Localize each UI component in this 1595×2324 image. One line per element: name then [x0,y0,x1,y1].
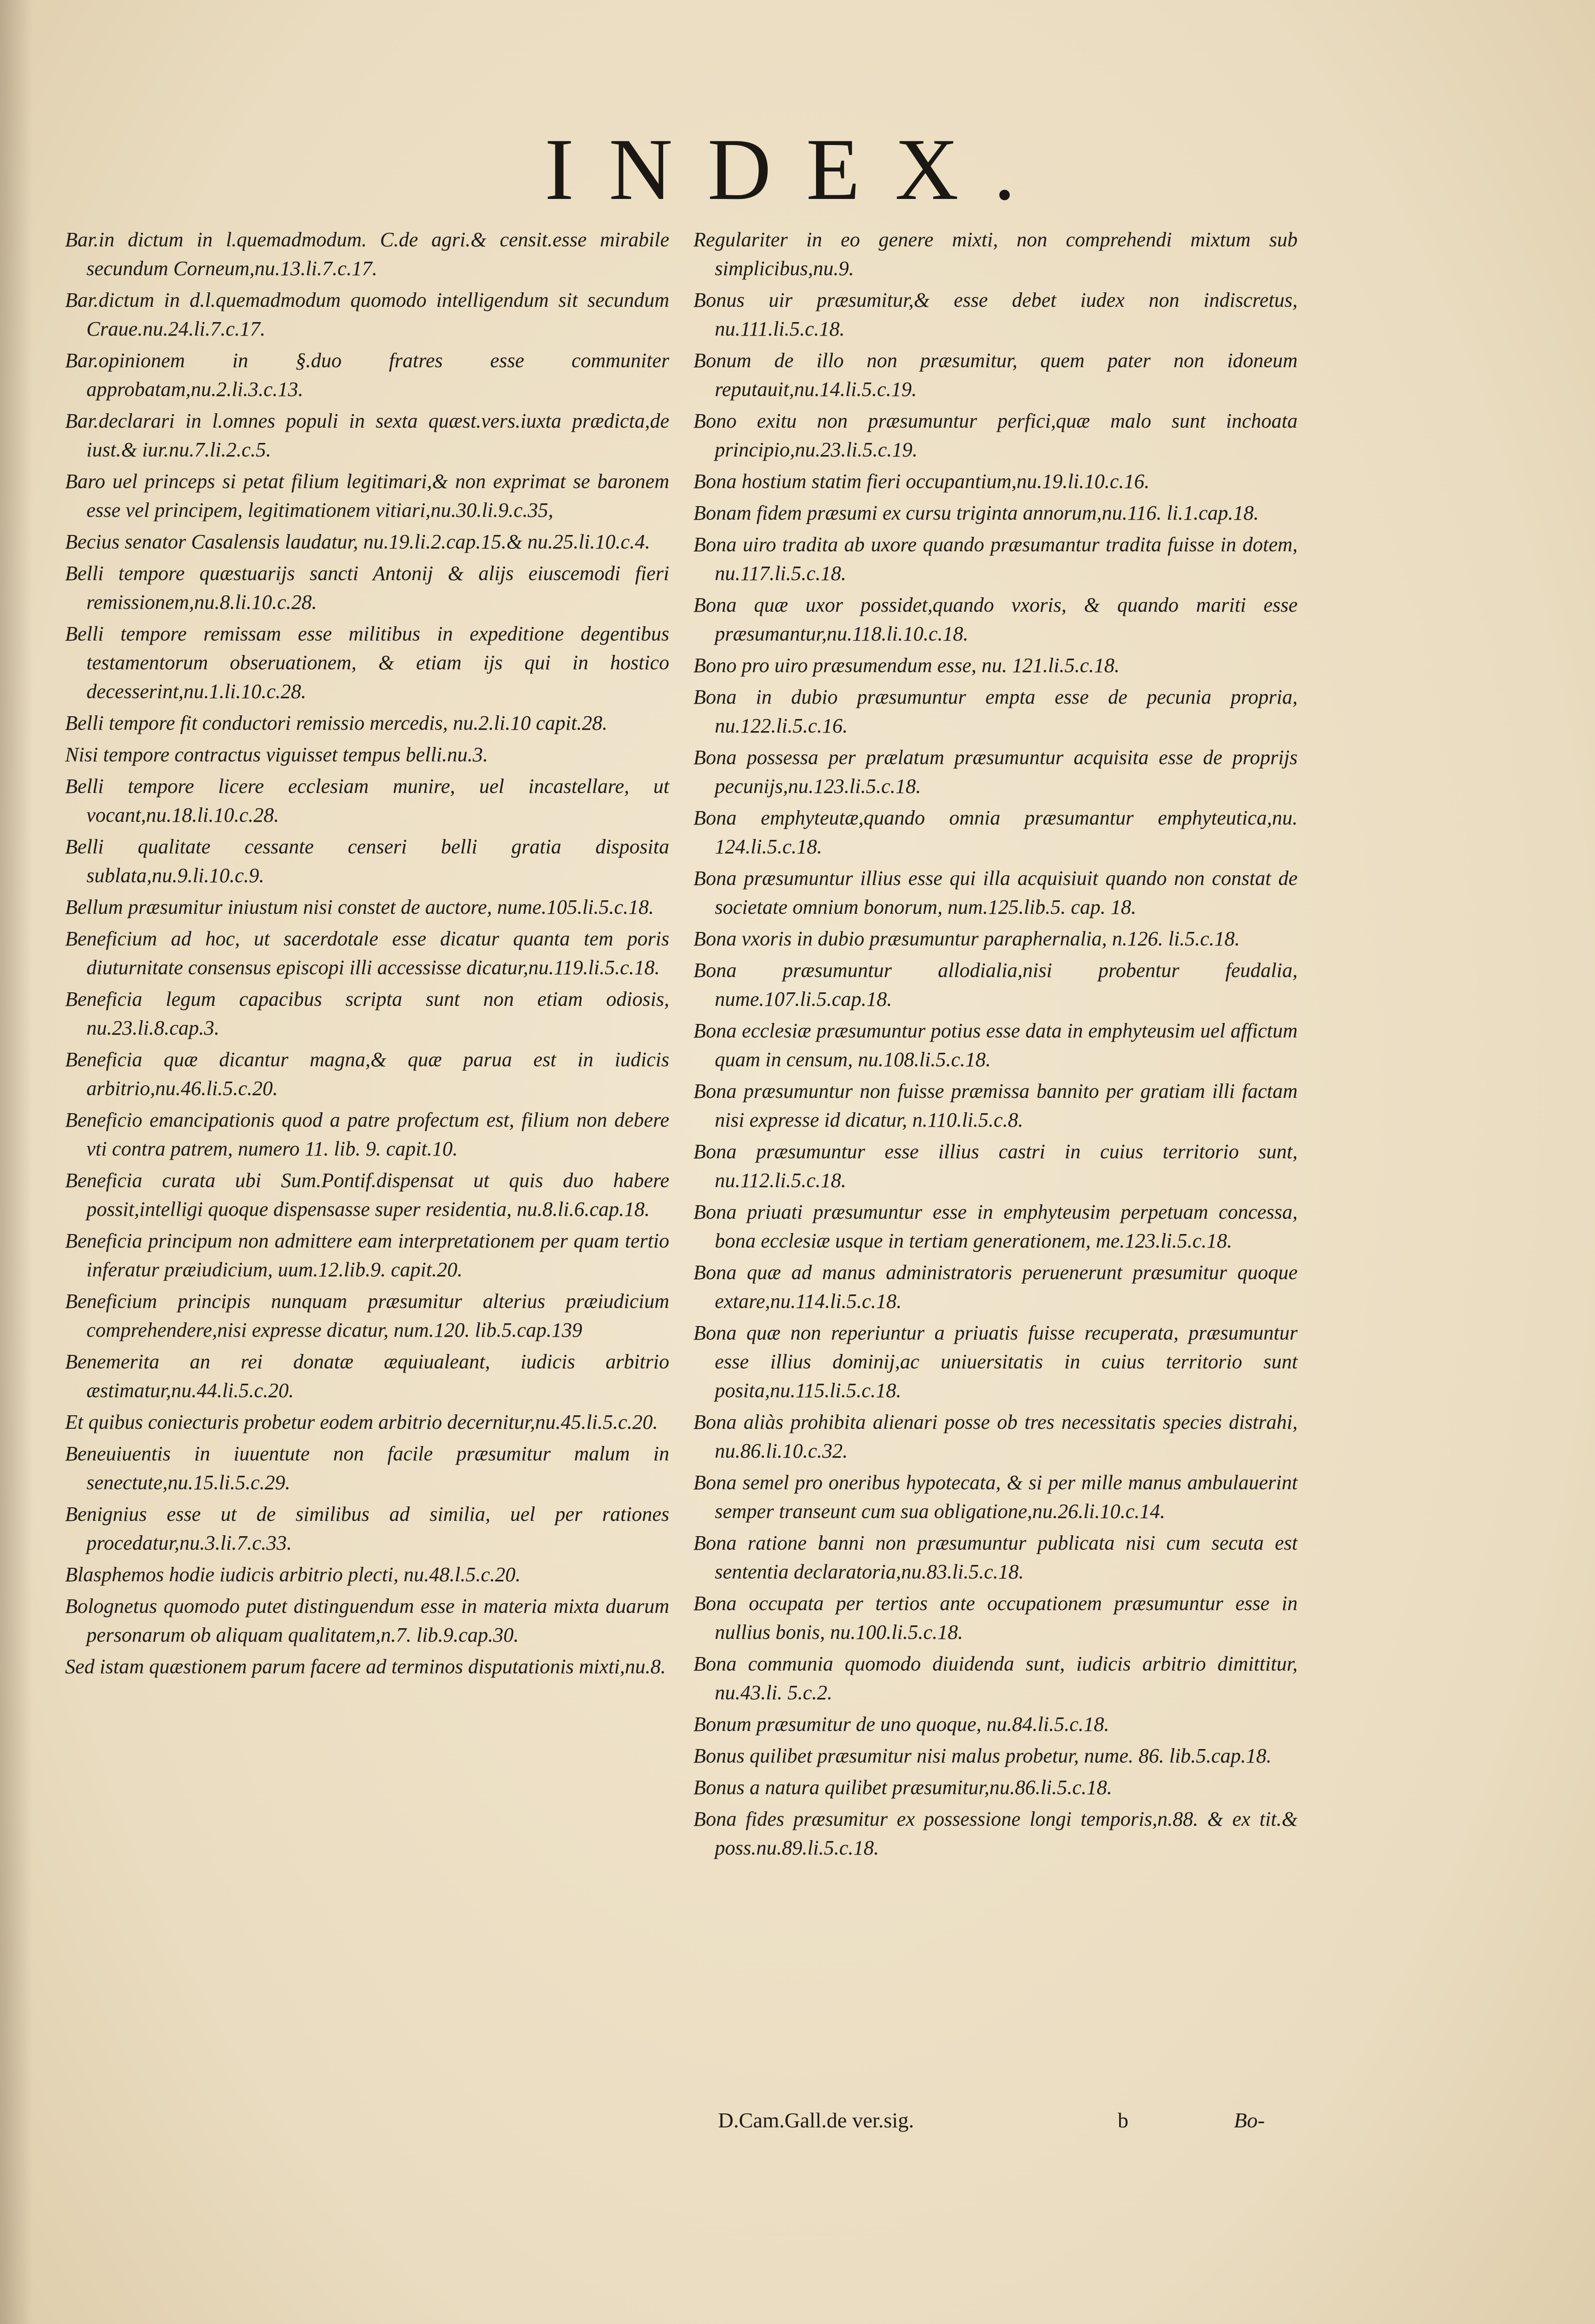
index-entry: Bona ecclesiæ præsumuntur potius esse data in emphyteusim uel affictum quam in censum, nu.108.li.5.c.18. [693,1019,1298,1071]
index-entry: Bona præsumuntur esse illius castri in cuius territorio sunt, nu.112.li.5.c.18. [693,1140,1298,1192]
index-entry: Bona possessa per prælatum præsumuntur acquisita esse de proprijs pecunijs,nu.123.li.5.c.18. [693,746,1298,798]
index-entry: Beneficium ad hoc, ut sacerdotale esse dicatur quanta tem poris diuturnitate consensus episcopi illi accessisse dicatur,nu.119.li.5.c.18. [65,927,669,979]
index-entry: Bonam fidem præsumi ex cursu triginta annorum,nu.116. li.1.cap.18. [693,502,1259,524]
index-entry: Bonus quilibet præsumitur nisi malus probetur, nume. 86. lib.5.cap.18. [693,1744,1272,1767]
index-column-left [65,225,669,1684]
index-entry: Bonus uir præsumitur,& esse debet iudex non indiscretus, nu.111.li.5.c.18. [693,289,1298,340]
catchword: Bo- [1234,2108,1265,2132]
index-entry: Belli tempore quæstuarijs sancti Antonij & alijs eiuscemodi fieri remissionem,nu.8.li.10.c.28. [65,562,669,614]
index-entry: Bona emphyteutæ,quando omnia præsumantur emphyteutica,nu. 124.li.5.c.18. [693,806,1298,858]
signature-mark: b [1118,2108,1128,2132]
index-entry: Beneficia quæ dicantur magna,& quæ parua est in iudicis arbitrio,nu.46.li.5.c.20. [65,1048,669,1100]
index-entry: Regulariter in eo genere mixti, non comprehendi mixtum sub simplicibus,nu.9. [693,228,1298,280]
index-entry: Bona vxoris in dubio præsumuntur paraphernalia, n.126. li.5.c.18. [693,927,1240,950]
index-entry: Bona præsumuntur allodialia,nisi probentur feudalia, nume.107.li.5.cap.18. [693,959,1298,1010]
index-entry: Bolognetus quomodo putet distinguendum esse in materia mixta duarum personarum ob aliquam qualitatem,n.7. lib.9.cap.30. [65,1595,669,1646]
index-entry: Baro uel princeps si petat filium legitimari,& non exprimat se baronem esse vel principem, legitimationem vitiari,nu.30.li.9.c.35, [65,470,669,522]
index-entry: Bonum præsumitur de uno quoque, nu.84.li.5.c.18. [693,1713,1109,1736]
index-entry: Bar.dictum in d.l.quemadmodum quomodo intelligendum sit secundum Craue.nu.24.li.7.c.17. [65,289,669,340]
index-entry: Bona hostium statim fieri occupantium,nu.19.li.10.c.16. [693,470,1150,493]
page-title: INDEX. [544,121,1051,218]
index-entry: Bona in dubio præsumuntur empta esse de pecunia propria, nu.122.li.5.c.16. [693,686,1298,737]
index-entry: Beneuiuentis in iuuentute non facile præsumitur malum in senectute,nu.15.li.5.c.29. [65,1442,669,1494]
page-footer [718,2108,1276,2140]
index-entry: Bona quæ ad manus administratoris peruenerunt præsumitur quoque extare,nu.114.li.5.c.18. [693,1261,1298,1313]
index-entry: Bona quæ non reperiuntur a priuatis fuisse recuperata, præsumuntur esse illius dominij,ac uniuersitatis in cuius territorio sunt posita,nu.115.li.5.c.18. [693,1321,1298,1402]
index-entry: Belli tempore remissam esse militibus in expeditione degentibus testamentorum obseruationem, & etiam ijs qui in hostico decesserint,nu.1.li.10.c.28. [65,622,669,703]
index-entry: Beneficia principum non admittere eam interpretationem per quam tertio inferatur præiudicium, uum.12.lib.9. capit.20. [65,1229,669,1281]
index-entry: Et quibus coniecturis probetur eodem arbitrio decernitur,nu.45.li.5.c.20. [65,1411,658,1433]
index-entry: Benignius esse ut de similibus ad similia, uel per rationes procedatur,nu.3.li.7.c.33. [65,1503,669,1554]
index-entry: Bona communia quomodo diuidenda sunt, iudicis arbitrio dimittitur, nu.43.li. 5.c.2. [693,1652,1298,1704]
index-entry: Bona præsumuntur non fuisse præmissa bannito per gratiam illi factam nisi expresse id dicatur, n.110.li.5.c.8. [693,1080,1298,1131]
index-entry: Bona aliàs prohibita alienari posse ob tres necessitatis species distrahi, nu.86.li.10.c.32. [693,1411,1298,1462]
index-entry: Beneficia legum capacibus scripta sunt non etiam odiosis, nu.23.li.8.cap.3. [65,988,669,1039]
index-entry: Bar.opinionem in §.duo fratres esse communiter approbatam,nu.2.li.3.c.13. [65,349,669,401]
index-entry: Bona occupata per tertios ante occupationem præsumuntur esse in nullius bonis, nu.100.li.5.c.18. [693,1592,1298,1644]
index-entry: Nisi tempore contractus viguisset tempus belli.nu.3. [65,743,488,766]
index-entry: Bar.in dictum in l.quemadmodum. C.de agri.& censit.esse mirabile secundum Corneum,nu.13.li.7.c.17. [65,228,669,280]
index-entry: Bonum de illo non præsumitur, quem pater non idoneum reputauit,nu.14.li.5.c.19. [693,349,1298,401]
running-abbreviation: D.Cam.Gall.de ver.sig. [718,2108,914,2132]
index-entry: Bona quæ uxor possidet,quando vxoris, & quando mariti esse præsumantur,nu.118.li.10.c.18. [693,594,1298,645]
index-entry: Sed istam quæstionem parum facere ad terminos disputationis mixti,nu.8. [65,1655,666,1678]
index-entry: Bona ratione banni non præsumuntur publicata nisi cum secuta est sententia declaratoria,nu.83.li.5.c.18. [693,1532,1298,1583]
index-entry: Bona priuati præsumuntur esse in emphyteusim perpetuam concessa, bona ecclesiæ usque in tertiam generationem, me.123.li.5.c.18. [693,1201,1298,1252]
index-entry: Bono exitu non præsumuntur perfici,quæ malo sunt inchoata principio,nu.23.li.5.c.19. [693,409,1298,461]
index-entry: Bona fides præsumitur ex possessione longi temporis,n.88. & ex tit.& poss.nu.89.li.5.c.18. [693,1808,1298,1859]
index-entry: Bar.declarari in l.omnes populi in sexta quæst.vers.iuxta prædicta,de iust.& iur.nu.7.li.2.c.5. [65,409,669,461]
index-entry: Blasphemos hodie iudicis arbitrio plecti, nu.48.l.5.c.20. [65,1563,521,1586]
index-entry: Belli tempore licere ecclesiam munire, uel incastellare, ut vocant,nu.18.li.10.c.28. [65,775,669,826]
index-column-right [693,225,1298,1865]
index-entry: Bonus a natura quilibet præsumitur,nu.86.li.5.c.18. [693,1776,1112,1799]
index-entry: Bona uiro tradita ab uxore quando præsumantur tradita fuisse in dotem, nu.117.li.5.c.18. [693,533,1298,585]
index-entry: Beneficium principis nunquam præsumitur alterius præiudicium comprehendere,nisi expresse dicatur, num.120. lib.5.cap.139 [65,1290,669,1341]
index-entry: Benemerita an rei donatæ æquiualeant, iudicis arbitrio æstimatur,nu.44.li.5.c.20. [65,1350,669,1402]
index-entry: Belli qualitate cessante censeri belli gratia disposita sublata,nu.9.li.10.c.9. [65,835,669,887]
index-entry: Bona semel pro oneribus hypotecata, & si per mille manus ambulauerint semper transeunt cum sua obligatione,nu.26.li.10.c.14. [693,1471,1298,1523]
page-fold-shadow [0,0,33,2324]
index-entry: Bona præsumuntur illius esse qui illa acquisiuit quando non constat de societate omnium bonorum, num.125.lib.5. cap. 18. [693,867,1298,918]
index-entry: Bono pro uiro præsumendum esse, nu. 121.li.5.c.18. [693,654,1120,677]
index-entry: Bellum præsumitur iniustum nisi constet de auctore, nume.105.li.5.c.18. [65,896,654,918]
index-entry: Beneficia curata ubi Sum.Pontif.dispensat ut quis duo habere possit,intelligi quoque dispensasse super residentia, nu.8.li.6.cap.18. [65,1169,669,1221]
index-entry: Beneficio emancipationis quod a patre profectum est, filium non debere vti contra patrem, numero 11. lib. 9. capit.10. [65,1109,669,1160]
index-entry: Belli tempore fit conductori remissio mercedis, nu.2.li.10 capit.28. [65,712,608,734]
index-entry: Becius senator Casalensis laudatur, nu.19.li.2.cap.15.& nu.25.li.10.c.4. [65,530,650,553]
